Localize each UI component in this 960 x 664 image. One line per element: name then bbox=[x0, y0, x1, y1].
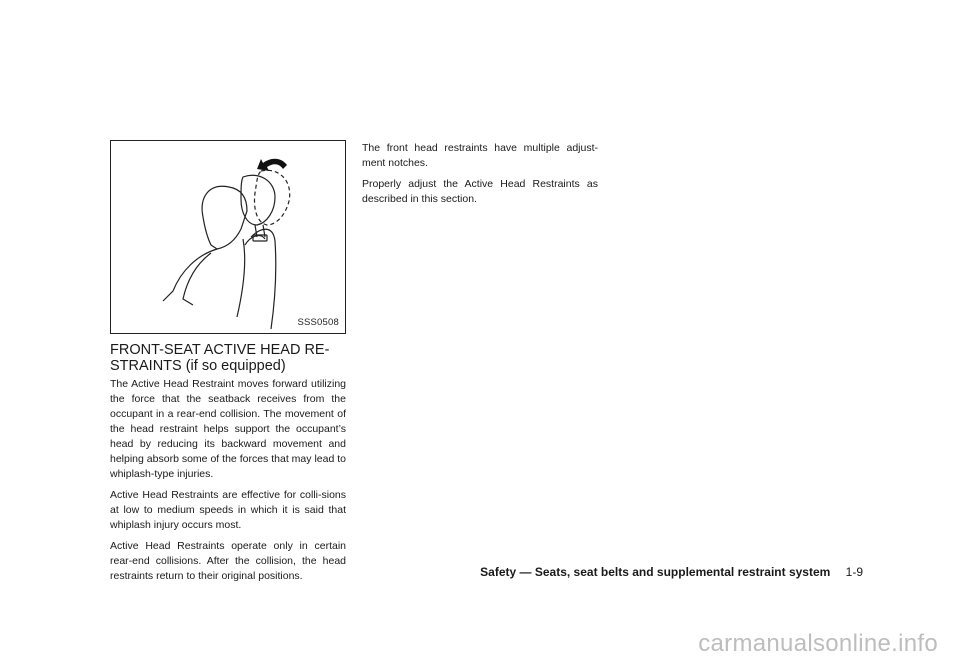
occupant-head-outline bbox=[202, 186, 247, 249]
movement-arrow bbox=[257, 159, 287, 171]
watermark: carmanualsonline.info bbox=[698, 630, 938, 657]
occupant-torso-outline bbox=[163, 249, 217, 301]
seatback-outline bbox=[251, 229, 276, 329]
section-heading-line-2: STRAINTS (if so equipped) bbox=[110, 358, 286, 374]
figure-code: SSS0508 bbox=[297, 317, 339, 328]
seatback-inner-outline bbox=[245, 236, 265, 245]
paragraph: Properly adjust the Active Head Restraints as described in this section. bbox=[362, 178, 598, 205]
footer-title: Safety — Seats, seat belts and supplemental restraint system bbox=[480, 565, 831, 579]
paragraph: The front head restraints have multiple adjust-ment notches. bbox=[362, 142, 598, 169]
head-restraint-outline bbox=[241, 175, 275, 225]
seat-head-restraint-diagram-icon bbox=[111, 141, 347, 335]
section-heading bbox=[110, 342, 350, 374]
occupant-arm-outline bbox=[183, 253, 211, 305]
occupant-back-outline bbox=[237, 239, 245, 317]
page-number: 1-9 bbox=[845, 565, 863, 579]
page-footer bbox=[480, 565, 863, 579]
left-column bbox=[110, 377, 346, 590]
paragraph: The Active Head Restraint moves forward utilizing the force that the seatback receives from the occupant in a rear-end collision. The movement of the head restraint helps support the occupant’s head by reducing its backward movement and helping absorb some of the forces that may lead to whiplash-type injuries. bbox=[110, 378, 346, 480]
figure-box bbox=[110, 140, 346, 334]
section-heading-line-1: FRONT-SEAT ACTIVE HEAD RE- bbox=[110, 342, 330, 358]
paragraph: Active Head Restraints operate only in certain rear-end collisions. After the collision, the head restraints return to their original positions. bbox=[110, 540, 346, 582]
head-restraint-moved-outline bbox=[255, 170, 290, 225]
right-column bbox=[362, 141, 598, 213]
paragraph: Active Head Restraints are effective for colli-sions at low to medium speeds in which it is said that whiplash injury occurs most. bbox=[110, 489, 346, 531]
